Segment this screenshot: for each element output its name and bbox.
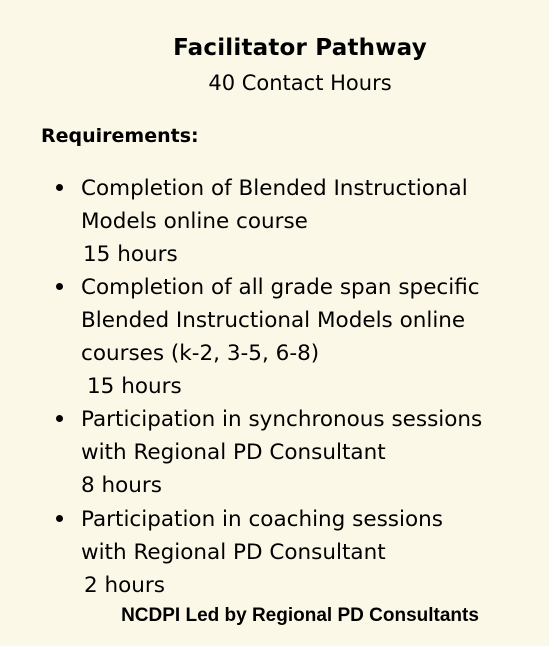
page-title: Facilitator Pathway <box>173 35 427 61</box>
requirement-hours: 2 hours <box>84 573 165 598</box>
footer-note: NCDPI Led by Regional PD Consultants <box>121 605 479 626</box>
bullet-icon <box>56 415 63 422</box>
requirement-text-line: with Regional PD Consultant <box>81 540 386 565</box>
requirement-text-line: Participation in synchronous sessions <box>81 407 483 432</box>
contact-hours-subtitle: 40 Contact Hours <box>208 71 392 95</box>
requirement-text-line: Completion of Blended Instructional <box>81 176 468 201</box>
requirement-text-line: Participation in coaching sessions <box>81 507 443 532</box>
requirement-hours: 15 hours <box>87 374 182 399</box>
requirement-text-line: courses (k-2, 3-5, 6-8) <box>81 341 320 366</box>
requirement-text-line: Blended Instructional Models online <box>81 308 466 333</box>
requirements-heading: Requirements: <box>41 125 199 147</box>
bullet-icon <box>56 515 63 522</box>
bullet-icon <box>56 283 63 290</box>
requirement-text-line: Models online course <box>81 209 308 234</box>
requirement-hours: 8 hours <box>81 473 162 498</box>
requirement-text-line: with Regional PD Consultant <box>81 440 386 465</box>
requirement-hours: 15 hours <box>83 242 178 267</box>
requirement-text-line: Completion of all grade span specific <box>81 275 480 300</box>
bullet-icon <box>56 184 63 191</box>
